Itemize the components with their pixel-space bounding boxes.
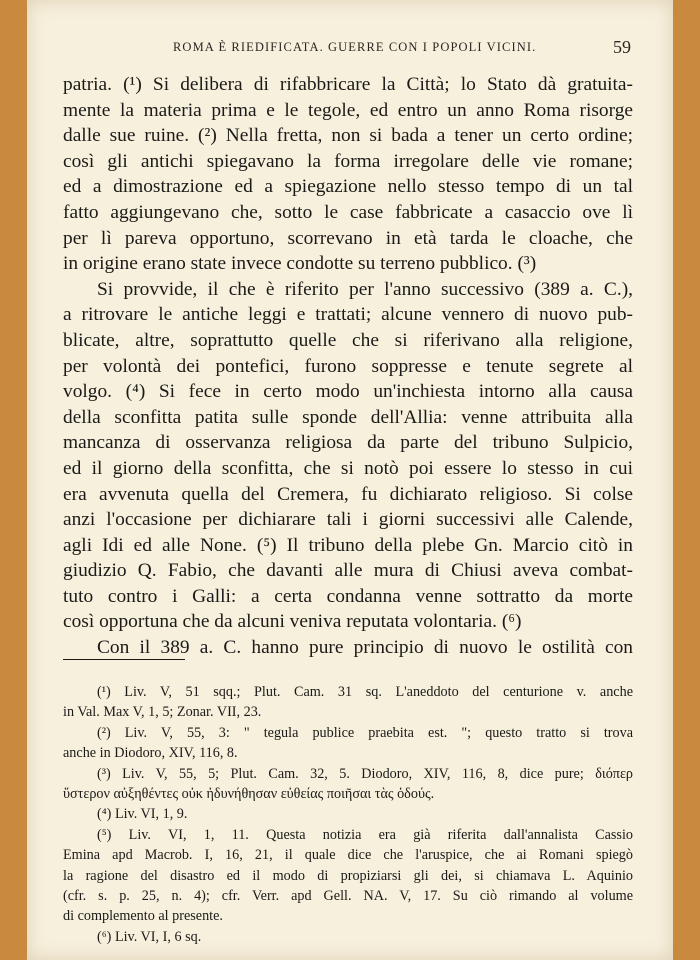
footnote-line: in Val. Max V, 1, 5; Zonar. VII, 23.: [63, 704, 262, 721]
footnote-line: ὕστερον αὐξηθέντες οὐκ ἠδυνήθησαν εὐθείας ποιῆσαι τὰς ὁδούς.: [63, 786, 435, 803]
text-line: mente la materia prima e le tegole, ed entro un anno Roma risorge: [63, 99, 633, 121]
text-line: così opportuna che da alcuni veniva reputata volontaria. (⁶): [63, 611, 522, 633]
text-line: Si provvide, il che è riferito per l'anno successivo (389 a. C.),: [97, 278, 633, 300]
text-line: volgo. (⁴) Si fece in certo modo un'inchiesta intorno alla causa: [63, 381, 633, 403]
running-head: ROMA È RIEDIFICATA. GUERRE CON I POPOLI VICINI.: [173, 40, 537, 54]
text-line: ed il giorno della sconfitta, che si notò poi essere lo stesso in cui: [63, 457, 633, 479]
text-line: così gli antichi spiegavano la forma irregolare delle vie romane;: [63, 150, 633, 172]
text-line: fatto aggiungevano che, sotto le case fabbricate a casaccio ove lì: [63, 201, 633, 223]
text-line: blicate, altre, soprattutto quelle che si riferivano alla religione,: [63, 329, 633, 351]
book-page: [27, 0, 673, 960]
text-line: patria. (¹) Si delibera di rifabbricare la Città; lo Stato dà gratuita-: [63, 74, 633, 95]
page-header: [63, 38, 631, 58]
footnote-line: (⁶) Liv. VI, I, 6 sq.: [97, 928, 202, 945]
text-line: a ritrovare le antiche leggi e trattati; alcune vennero di nuovo pub-: [63, 304, 633, 326]
footnote-line: (⁴) Liv. VI, 1, 9.: [97, 806, 188, 823]
footnote-line: la ragione del disastro ed il modo di propiziarsi gli dei, si chiamava L. Aquinio: [63, 867, 633, 884]
text-line: giudizio Q. Fabio, che davanti alle mura di Chiusi aveva combat-: [63, 560, 633, 582]
text-line: anzi l'occasione per dichiarare tali i giorni successivi alle Calende,: [63, 509, 633, 531]
footnote-line: Emina apd Macrob. I, 16, 21, il quale dice che l'aruspice, che ai Romani spiegò: [63, 847, 633, 864]
page-number: 59: [613, 37, 631, 57]
footnote-divider: [63, 659, 185, 660]
main-text: [63, 72, 633, 661]
text-line: era avvenuta quella del Cremera, fu dichiarato religioso. Si colse: [63, 483, 633, 505]
text-line: dalle sue ruine. (²) Nella fretta, non si bada a tener un certo ordine;: [63, 125, 633, 147]
text-line: per lì pareva opportuno, scorrevano in età tarda le cloache, che: [63, 227, 633, 249]
text-line: per volontà dei pontefici, furono soppresse e tenute segrete al: [63, 355, 633, 377]
text-line: ed a dimostrazione ed a spiegazione nello stesso tempo di un tal: [63, 176, 633, 198]
text-line: tuto contro i Galli: a certa condanna venne sottratto da morte: [63, 585, 633, 607]
footnote-line: (cfr. s. p. 25, n. 4); cfr. Verr. apd Gell. NA. V, 17. Su ciò rimando al volume: [63, 888, 633, 905]
text-line: mancanza di osservanza religiosa da parte del tribuno Sulpicio,: [63, 432, 633, 454]
footnote-line: (⁵) Liv. VI, 1, 11. Questa notizia era già riferita dall'annalista Cassio: [97, 826, 633, 843]
footnotes: [63, 682, 633, 947]
footnote-line: (¹) Liv. V, 51 sqq.; Plut. Cam. 31 sq. L'aneddoto del centurione v. anche: [97, 684, 633, 700]
text-line: della sconfitta patita sulle sponde dell'Allia: venne attribuita alla: [63, 406, 633, 428]
text-line: in origine erano state invece condotte su terreno pubblico. (³): [63, 253, 537, 275]
text-line: Con il 389 a. C. hanno pure principio di nuovo le ostilità con: [97, 637, 633, 659]
footnote-line: anche in Diodoro, XIV, 116, 8.: [63, 745, 238, 762]
footnote-line: di complemento al presente.: [63, 908, 223, 925]
text-line: agli Idi ed alle None. (⁵) Il tribuno della plebe Gn. Marcio citò in: [63, 534, 633, 556]
footnote-line: (³) Liv. V, 55, 5; Plut. Cam. 32, 5. Diodoro, XIV, 116, 8, dice pure; διόπερ: [97, 765, 633, 782]
footnote-line: (²) Liv. V, 55, 3: " tegula publice praebita est. "; questo tratto si trova: [97, 724, 633, 741]
